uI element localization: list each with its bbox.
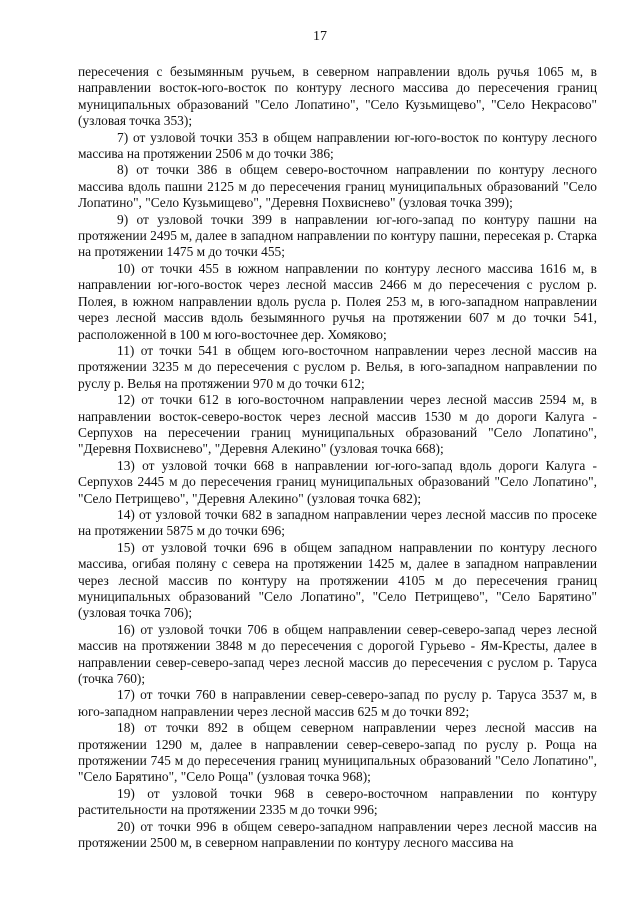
paragraph-item-8: 8) от точки 386 в общем северо-восточном направлении по контуру лесного массива вдоль пашни 2125 м до пересечения границ муниципальных образований "Село Лопатино", "Село Кузьмищево", "Деревня Похвиснево" (узловая точка 399); [78, 162, 597, 211]
paragraph-item-11: 11) от точки 541 в общем юго-восточном направлении через лесной массив на протяжении 3235 м до пересечения с руслом р. Велья, в юго-западном направлении по руслу р. Велья на протяжении 970 м до точки 612; [78, 342, 597, 391]
paragraph-item-17: 17) от точки 760 в направлении север-северо-запад по руслу р. Таруса 3537 м, в юго-западном направлении через лесной массив 625 м до точки 892; [78, 687, 597, 719]
paragraph-item-10: 10) от точки 455 в южном направлении по контуру лесного массива 1616 м, в направлении юг-юго-восток через лесной массив 2466 м до пересечения с руслом р. Полея, в южном направлении вдоль русла р. Полея 253 м, в юго-западном направлении через лесной массив вдоль безымянного ручья на протяжении 607 м до точки 541, расположенной в 100 м юго-восточнее дер. Хомяково; [78, 260, 597, 342]
paragraph-item-9: 9) от узловой точки 399 в направлении юг-юго-запад по контуру пашни на протяжении 2495 м, далее в западном направлении по контуру пашни, пересекая р. Старка на протяжении 1475 м до точки 455; [78, 211, 597, 260]
paragraph-item-18: 18) от точки 892 в общем северном направлении через лесной массив на протяжении 1290 м, далее в направлении север-северо-запад по руслу р. Роща на протяжении 745 м до пересечения границ муниципальных образований "Село Лопатино", "Село Барятино", "Село Роща" (узловая точка 968); [78, 720, 597, 785]
paragraph-item-19: 19) от узловой точки 968 в северо-восточном направлении по контуру растительности на протяжении 2335 м до точки 996; [78, 785, 597, 818]
paragraph-item-12: 12) от точки 612 в юго-восточном направлении через лесной массив 2594 м, в направлении восток-северо-восток через лесной массив 1530 м до дороги Калуга - Серпухов на пересечении границ муниципальных образований "Село Лопатино", "Деревня Похвиснево", "Деревня Алекино" (узловая точка 668); [78, 392, 597, 457]
paragraph-item-13: 13) от узловой точки 668 в направлении юг-юго-запад вдоль дороги Калуга - Серпухов 2445 м до пересечения границ муниципальных образований "Село Лопатино", "Село Петрищево", "Деревня Алекино" (узловая точка 682); [78, 457, 597, 506]
page-number: 17 [313, 29, 327, 44]
paragraph-item-14: 14) от узловой точки 682 в западном направлении через лесной массив по просеке на протяжении 5875 м до точки 696; [78, 506, 597, 539]
paragraph-item-7: 7) от узловой точки 353 в общем направлении юг-юго-восток по контуру лесного массива на протяжении 2506 м до точки 386; [78, 129, 597, 162]
paragraph-item-16: 16) от узловой точки 706 в общем направлении север-северо-запад через лесной массив на протяжении 3848 м до пересечения с дорогой Гурьево - Ям-Кресты, далее в направлении север-северо-запад через лесной массив до пересечения с руслом р. Таруса (точка 760); [78, 621, 597, 687]
paragraph-continuation: пересечения с безымянным ручьем, в северном направлении вдоль ручья 1065 м, в направлении восток-юго-восток по контуру лесного массива до пересечения границ муниципальных образований "Село Лопатино", "Село Кузьмищево", "Село Некрасово" (узловая точка 353); [78, 64, 597, 129]
paragraph-item-15: 15) от узловой точки 696 в общем западном направлении по контуру лесного массива, огибая поляну с севера на протяжении 1425 м, далее в западном направлении через лесной массив по контуру на протяжении 4105 м до пересечения границ муниципальных образований "Село Лопатино", "Село Петрищево", "Село Барятино" (узловая точка 706); [78, 539, 597, 621]
paragraph-item-20: 20) от точки 996 в общем северо-западном направлении через лесной массив на протяжении 2500 м, в северном направлении по контуру лесного массива на [78, 818, 597, 851]
document-body [78, 64, 597, 852]
